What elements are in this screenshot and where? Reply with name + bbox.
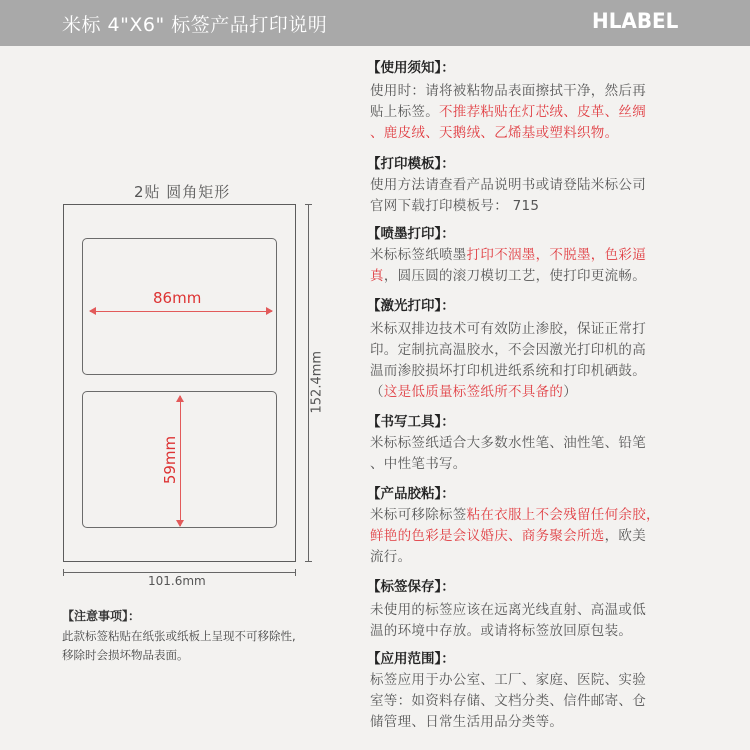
laser-line: 米标双排边技术可有效防止渗胶，保证正常打: [370, 321, 646, 337]
usage-line: 使用时：请将被粘物品表面擦拭干净，然后再: [370, 83, 646, 99]
diagram-title: 2贴 圆角矩形: [134, 183, 231, 201]
section-title-template: 【打印模板】：: [367, 156, 455, 172]
adhesive-text: ，欧美: [604, 528, 647, 544]
adhesive-highlight: 粘在衣服上不会残留任何余胶，: [466, 507, 660, 523]
adhesive-line: 流行。: [370, 549, 412, 565]
laser-line: 印。定制抗高温胶水，不会因激光打印机的高: [370, 342, 646, 358]
sheet-width-dimension: 101.6mm: [148, 574, 206, 588]
application-line: 标签应用于办公室、工厂、家庭、医院、实验: [370, 672, 646, 688]
usage-text: 贴上标签。: [370, 104, 439, 120]
laser-line: [370, 380, 577, 400]
laser-highlight: 这是低质量标签纸所不具备的: [383, 384, 564, 400]
adhesive-line: [370, 524, 646, 544]
section-title-application: 【应用范围】：: [367, 651, 455, 667]
section-title-adhesive: 【产品胶粘】：: [367, 486, 455, 502]
label-height-dimension-line: [180, 396, 181, 526]
adhesive-text: 米标可移除标签: [370, 507, 467, 523]
sheet-height-dimension: 152.4mm: [309, 350, 325, 414]
page-title: 米标 4"X6" 标签产品打印说明: [62, 14, 328, 36]
template-line: 官网下载打印模板号： 715: [370, 198, 540, 214]
section-title-laser: 【激光打印】：: [367, 298, 455, 314]
label-width-dimension: 86mm: [153, 289, 202, 307]
application-line: 储管理、日常生活用品分类等。: [370, 714, 564, 730]
laser-paren: ）: [563, 384, 578, 400]
label-width-dimension-line: [90, 311, 272, 312]
inkjet-highlight: 真: [370, 268, 384, 284]
storage-line: 温的环境中存放。或请将标签放回原包装。: [370, 623, 633, 639]
application-line: 室等：如资料存储、文档分类、信件邮寄、仓: [370, 693, 646, 709]
notice-title: 【注意事项】：: [62, 609, 141, 623]
adhesive-highlight: 鲜艳的色彩是会议婚庆、商务聚会所选: [370, 528, 605, 544]
inkjet-highlight: 打印不洇墨，不脱墨，色彩逼: [466, 247, 647, 263]
section-title-writing: 【书写工具】：: [367, 414, 455, 430]
notice-line: 此款标签粘贴在纸张或纸板上呈现不可移除性,: [62, 629, 296, 643]
writing-line: 、中性笔书写。: [370, 456, 467, 472]
notice-line: 移除时会损坏物品表面。: [62, 648, 189, 662]
section-title-inkjet: 【喷墨打印】：: [367, 226, 455, 242]
header-bar: [0, 0, 750, 46]
writing-line: 米标标签纸适合大多数水性笔、油性笔、铅笔: [370, 435, 646, 451]
inkjet-text: ，圆压圆的滚刀模切工艺，使打印更流畅。: [383, 268, 647, 284]
section-title-usage: 【使用须知】：: [367, 60, 455, 76]
template-line: 使用方法请查看产品说明书或请登陆米标公司: [370, 177, 646, 193]
inkjet-text: 米标标签纸喷墨: [370, 247, 467, 263]
sheet-width-dimension-line: [63, 572, 296, 573]
brand-logo: HLABEL: [592, 9, 679, 33]
laser-line: 温而渗胶损坏打印机进纸系统和打印机硒鼓。: [370, 363, 646, 379]
usage-warning-line: 、鹿皮绒、天鹅绒、乙烯基或塑料织物。: [370, 125, 619, 141]
inkjet-line: [370, 264, 646, 284]
adhesive-line: [370, 503, 660, 523]
laser-paren: （: [370, 384, 384, 400]
usage-warning: 不推荐粘贴在灯芯绒、皮革、丝绸: [439, 104, 646, 120]
usage-line: [370, 100, 646, 120]
label-height-dimension: 59mm: [161, 435, 179, 485]
inkjet-line: [370, 243, 646, 263]
section-title-storage: 【标签保存】：: [367, 579, 455, 595]
storage-line: 未使用的标签应该在远离光线直射、高温或低: [370, 602, 646, 618]
